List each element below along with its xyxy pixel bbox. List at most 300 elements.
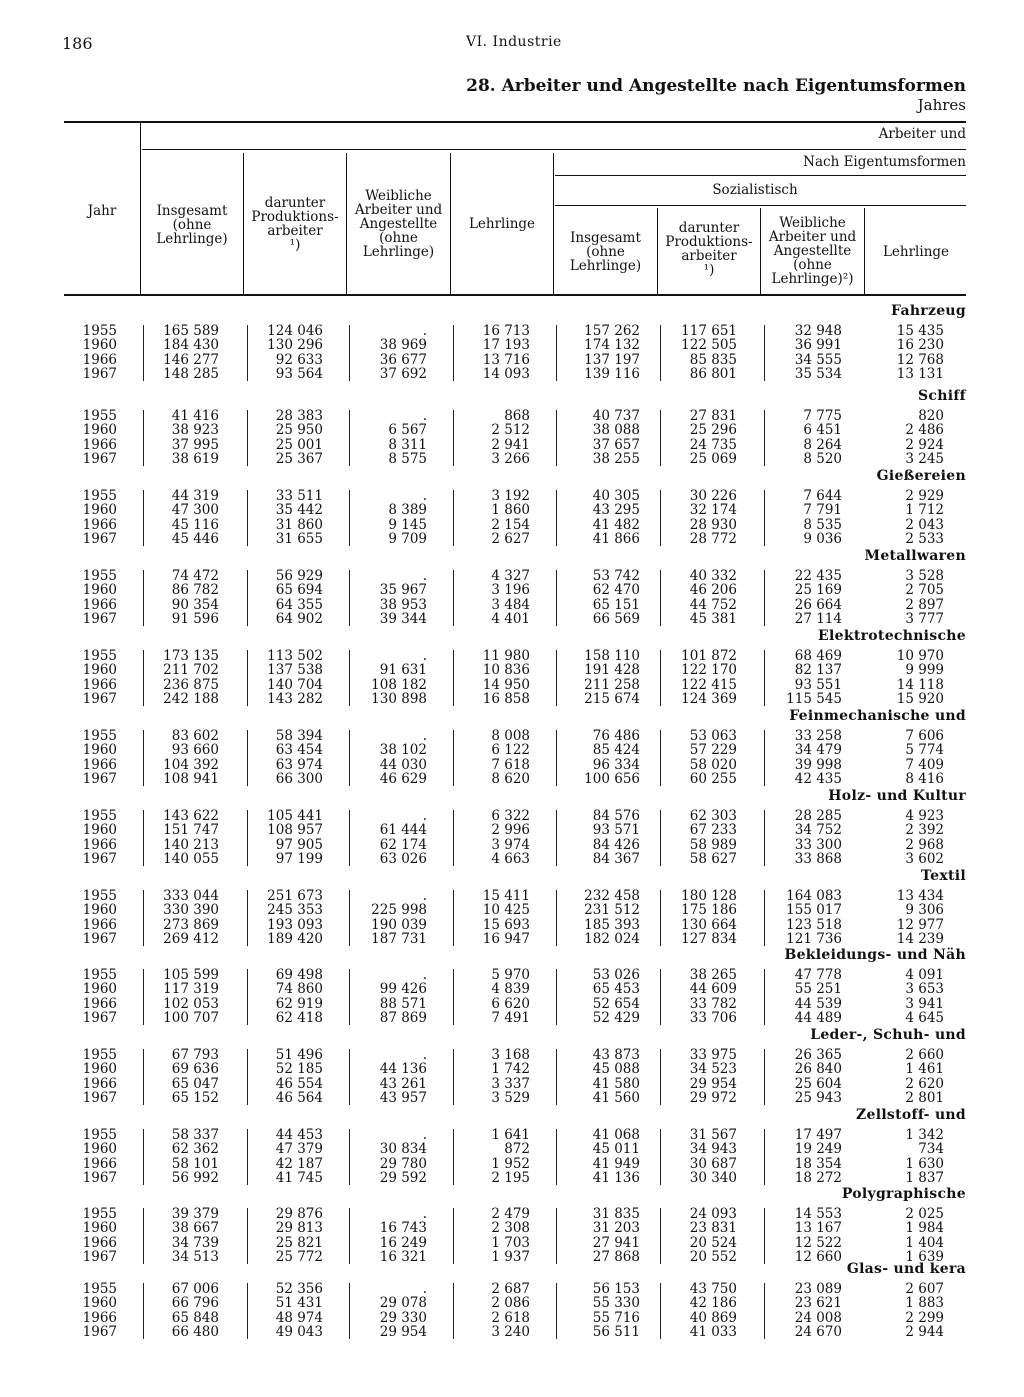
table-cell: 1 404 (905, 1234, 944, 1251)
column-guide (349, 810, 350, 866)
table-cell: 26 365 (794, 1047, 842, 1063)
table-cell: 29 954 (689, 1075, 737, 1092)
table-cell: 58 627 (689, 851, 737, 868)
table-cell: 2 154 (491, 516, 530, 533)
table-cell: 23 831 (689, 1220, 737, 1237)
column-guide (556, 325, 557, 381)
table-cell: 22 435 (794, 568, 842, 584)
table-cell: 56 929 (275, 568, 323, 584)
column-guide (453, 730, 454, 786)
column-guide (247, 890, 248, 946)
row-year: 1955 (82, 488, 117, 504)
table-cell: 38 923 (171, 422, 219, 439)
table-cell: 104 392 (163, 756, 219, 773)
row-year: 1955 (82, 648, 117, 664)
table-cell: 33 868 (794, 851, 842, 868)
table-cell: 122 505 (681, 337, 737, 354)
row-year: 1966 (82, 516, 117, 533)
page-number: 186 (62, 34, 93, 53)
column-guide (247, 730, 248, 786)
table-cell: 64 902 (275, 611, 323, 628)
row-year: 1967 (82, 691, 117, 708)
table-cell: 56 511 (592, 1324, 640, 1341)
table-cell: 122 415 (681, 676, 737, 693)
table-cell: 43 957 (379, 1090, 427, 1107)
table-cell: 67 233 (689, 822, 737, 839)
header-col-lehrlinge: Lehrlinge (468, 216, 536, 232)
table-cell: 62 303 (689, 808, 737, 824)
header-col-divider (657, 208, 658, 295)
table-cell: 51 431 (275, 1295, 323, 1312)
table-cell: 4 327 (491, 568, 530, 584)
table-cell: 2 944 (905, 1324, 944, 1341)
column-guide (349, 1283, 350, 1339)
table-cell: 4 839 (491, 981, 530, 998)
table-cell: 86 801 (689, 366, 737, 383)
table-cell: 53 026 (592, 967, 640, 983)
table-cell: 65 151 (592, 596, 640, 613)
table-cell: 44 489 (794, 1010, 842, 1027)
table-cell: 35 442 (275, 502, 323, 519)
table-cell: 97 905 (275, 836, 323, 853)
column-guide (453, 325, 454, 381)
header-col-divider (243, 153, 244, 295)
row-year: 1960 (82, 662, 117, 679)
column-guide (143, 490, 144, 546)
table-cell: 39 344 (379, 611, 427, 628)
column-guide (764, 1049, 765, 1105)
table-cell: 16 858 (482, 691, 530, 708)
table-cell: 16 249 (379, 1234, 427, 1251)
row-year: 1967 (82, 611, 117, 628)
table-cell: 29 972 (689, 1090, 737, 1107)
table-cell: 66 569 (592, 611, 640, 628)
table-cell: 28 772 (689, 531, 737, 548)
table-cell: 130 898 (371, 691, 427, 708)
table-cell: 3 974 (491, 836, 530, 853)
table-cell: 62 362 (171, 1141, 219, 1158)
table-cell: 3 240 (491, 1324, 530, 1341)
table-cell: 102 053 (163, 995, 219, 1012)
row-year: 1955 (82, 967, 117, 983)
header-col-soz-weibliche: Weibliche Arbeiter und Angestellte (ohne Lehrlinge)²) (768, 215, 857, 287)
table-cell: 41 560 (592, 1090, 640, 1107)
table-cell: 96 334 (592, 756, 640, 773)
table-cell: 84 576 (592, 808, 640, 824)
table-cell: 90 354 (171, 596, 219, 613)
table-cell: 7 644 (803, 488, 842, 504)
row-year: 1955 (82, 1206, 117, 1222)
table-cell: 2 512 (491, 422, 530, 439)
column-guide (764, 410, 765, 466)
table-cell: 33 975 (689, 1047, 737, 1063)
table-cell: 143 622 (163, 808, 219, 824)
row-year: 1967 (82, 1249, 117, 1266)
table-cell: 4 923 (905, 808, 944, 824)
row-year: 1967 (82, 1170, 117, 1187)
table-cell: 26 840 (794, 1061, 842, 1078)
table-cell: 23 621 (794, 1295, 842, 1312)
table-cell: 7 491 (491, 1010, 530, 1027)
header-col-divider (760, 208, 761, 295)
section-title: Metallwaren (864, 548, 966, 564)
table-cell: 63 974 (275, 756, 323, 773)
table-cell: 42 186 (689, 1295, 737, 1312)
table-cell: 3 484 (491, 596, 530, 613)
table-cell: 38 255 (592, 451, 640, 468)
table-cell: 211 258 (584, 676, 640, 693)
section-title: Gießereien (876, 468, 966, 484)
table-cell: 1 883 (905, 1295, 944, 1312)
column-guide (660, 810, 661, 866)
table-cell: 8 535 (803, 516, 842, 533)
table-cell: 15 411 (482, 888, 530, 904)
table-cell: 184 430 (163, 337, 219, 354)
table-cell: 25 950 (275, 422, 323, 439)
table-cell: 35 967 (379, 582, 427, 599)
table-cell: 330 390 (163, 902, 219, 919)
column-guide (453, 1208, 454, 1264)
table-cell: 42 435 (794, 771, 842, 788)
table-cell: 44 752 (689, 596, 737, 613)
table-cell: 46 564 (275, 1090, 323, 1107)
column-guide (143, 1049, 144, 1105)
table-cell: 33 782 (689, 995, 737, 1012)
table-cell: 2 627 (491, 531, 530, 548)
table-cell: 93 571 (592, 822, 640, 839)
header-col-divider (450, 153, 451, 295)
table-cell: 30 687 (689, 1155, 737, 1172)
table-cell: 38 969 (379, 337, 427, 354)
table-cell: 3 337 (491, 1075, 530, 1092)
column-guide (349, 969, 350, 1025)
table-cell: 6 620 (491, 995, 530, 1012)
table-cell: 143 282 (267, 691, 323, 708)
table-cell: 2 479 (491, 1206, 530, 1222)
column-guide (143, 650, 144, 706)
row-year: 1967 (82, 1010, 117, 1027)
table-cell: 193 093 (267, 916, 323, 933)
table-cell: 20 552 (689, 1249, 737, 1266)
table-cell: 34 523 (689, 1061, 737, 1078)
table-cell: 45 446 (171, 531, 219, 548)
table-cell: 55 330 (592, 1295, 640, 1312)
table-cell: 215 674 (584, 691, 640, 708)
column-guide (556, 490, 557, 546)
table-cell: 8 389 (388, 502, 427, 519)
table-cell: 130 296 (267, 337, 323, 354)
table-cell: 38 667 (171, 1220, 219, 1237)
table-cell: 140 055 (163, 851, 219, 868)
table-cell: 27 941 (592, 1234, 640, 1251)
column-guide (764, 490, 765, 546)
table-cell: . (422, 888, 427, 904)
table-cell: 127 834 (681, 931, 737, 948)
table-cell: 2 660 (905, 1047, 944, 1063)
header-group-top: Arbeiter und (878, 126, 966, 142)
table-cell: 211 702 (163, 662, 219, 679)
row-year: 1960 (82, 422, 117, 439)
table-cell: 41 416 (171, 408, 219, 424)
table-cell: 734 (918, 1141, 944, 1158)
table-cell: 2 941 (491, 436, 530, 453)
table-cell: 2 801 (905, 1090, 944, 1107)
table-cell: 10 836 (482, 662, 530, 679)
table-cell: 33 258 (794, 728, 842, 744)
table-cell: 52 654 (592, 995, 640, 1012)
column-guide (453, 650, 454, 706)
column-guide (764, 650, 765, 706)
table-cell: 65 848 (171, 1309, 219, 1326)
table-cell: 122 170 (681, 662, 737, 679)
table-cell: 46 629 (379, 771, 427, 788)
column-guide (556, 969, 557, 1025)
table-cell: 6 322 (491, 808, 530, 824)
table-cell: 245 353 (267, 902, 323, 919)
table-cell: 43 750 (689, 1281, 737, 1297)
table-cell: 93 551 (794, 676, 842, 693)
table-cell: 64 355 (275, 596, 323, 613)
table-cell: 18 272 (794, 1170, 842, 1187)
table-cell: 86 782 (171, 582, 219, 599)
table-cell: 30 226 (689, 488, 737, 504)
table-cell: 3 266 (491, 451, 530, 468)
table-cell: 3 602 (905, 851, 944, 868)
table-cell: 52 429 (592, 1010, 640, 1027)
table-cell: 2 897 (905, 596, 944, 613)
table-cell: 85 424 (592, 742, 640, 759)
table-cell: 139 116 (584, 366, 640, 383)
table-cell: 14 239 (896, 931, 944, 948)
table-cell: 29 876 (275, 1206, 323, 1222)
row-year: 1966 (82, 1075, 117, 1092)
column-guide (453, 969, 454, 1025)
section-title: Glas- und kera (846, 1261, 966, 1277)
table-cell: 108 941 (163, 771, 219, 788)
column-guide (660, 1129, 661, 1185)
table-cell: 1 703 (491, 1234, 530, 1251)
table-cell: 46 206 (689, 582, 737, 599)
table-cell: 157 262 (584, 323, 640, 339)
table-cell: 69 498 (275, 967, 323, 983)
table-cell: 63 454 (275, 742, 323, 759)
table-cell: 40 737 (592, 408, 640, 424)
table-cell: 36 991 (794, 337, 842, 354)
table-cell: 25 604 (794, 1075, 842, 1092)
table-cell: 67 793 (171, 1047, 219, 1063)
row-year: 1960 (82, 822, 117, 839)
table-cell: 27 868 (592, 1249, 640, 1266)
column-guide (349, 1129, 350, 1185)
table-cell: . (422, 1127, 427, 1143)
table-cell: 1 630 (905, 1155, 944, 1172)
column-guide (349, 730, 350, 786)
table-cell: 2 392 (905, 822, 944, 839)
table-cell: 1 937 (491, 1249, 530, 1266)
column-guide (349, 1208, 350, 1264)
table-cell: . (422, 808, 427, 824)
table-cell: . (422, 1047, 427, 1063)
table-cell: 12 522 (794, 1234, 842, 1251)
table-cell: 1 641 (491, 1127, 530, 1143)
row-year: 1967 (82, 1090, 117, 1107)
table-cell: 16 947 (482, 931, 530, 948)
table-cell: 1 342 (905, 1127, 944, 1143)
table-cell: 16 230 (896, 337, 944, 354)
header-rule-eigentum (142, 149, 966, 150)
table-cell: 62 470 (592, 582, 640, 599)
row-year: 1955 (82, 888, 117, 904)
table-cell: 13 716 (482, 351, 530, 368)
table-cell: 35 534 (794, 366, 842, 383)
row-year: 1955 (82, 568, 117, 584)
table-cell: 29 592 (379, 1170, 427, 1187)
column-guide (660, 410, 661, 466)
table-cell: . (422, 967, 427, 983)
column-guide (143, 1283, 144, 1339)
table-cell: 74 860 (275, 981, 323, 998)
table-cell: 69 636 (171, 1061, 219, 1078)
table-cell: 2 607 (905, 1281, 944, 1297)
row-year: 1966 (82, 756, 117, 773)
table-cell: 108 182 (371, 676, 427, 693)
table-cell: 38 265 (689, 967, 737, 983)
table-cell: 3 168 (491, 1047, 530, 1063)
column-guide (556, 1129, 557, 1185)
table-cell: 14 118 (896, 676, 944, 693)
column-guide (660, 570, 661, 626)
column-guide (247, 1208, 248, 1264)
table-cell: 25 069 (689, 451, 737, 468)
table-cell: 34 555 (794, 351, 842, 368)
table-cell: 93 564 (275, 366, 323, 383)
column-guide (247, 570, 248, 626)
column-guide (660, 1208, 661, 1264)
table-cell: 9 999 (905, 662, 944, 679)
row-year: 1966 (82, 596, 117, 613)
table-cell: 16 743 (379, 1220, 427, 1237)
column-guide (453, 490, 454, 546)
table-cell: 33 511 (275, 488, 323, 504)
column-guide (349, 650, 350, 706)
table-cell: 20 524 (689, 1234, 737, 1251)
table-subtitle: Jahres (917, 96, 966, 114)
table-cell: 45 088 (592, 1061, 640, 1078)
table-cell: 2 929 (905, 488, 944, 504)
column-guide (247, 410, 248, 466)
table-cell: 31 835 (592, 1206, 640, 1222)
header-col-divider (140, 123, 141, 295)
table-cell: 8 520 (803, 451, 842, 468)
table-cell: 13 434 (896, 888, 944, 904)
table-cell: 7 409 (905, 756, 944, 773)
section-title: Leder-, Schuh- und (810, 1027, 966, 1043)
row-year: 1966 (82, 995, 117, 1012)
column-guide (247, 325, 248, 381)
section-title: Holz- und Kultur (828, 788, 966, 804)
table-cell: 1 860 (491, 502, 530, 519)
header-col-insgesamt: Insgesamt (ohne Lehrlinge) (156, 203, 228, 247)
table-cell: . (422, 728, 427, 744)
table-cell: 6 122 (491, 742, 530, 759)
table-cell: 155 017 (786, 902, 842, 919)
table-cell: 40 869 (689, 1309, 737, 1326)
column-guide (349, 570, 350, 626)
table-cell: 3 941 (905, 995, 944, 1012)
table-cell: 38 102 (379, 742, 427, 759)
table-cell: 7 606 (905, 728, 944, 744)
table-cell: 17 193 (482, 337, 530, 354)
table-cell: 2 620 (905, 1075, 944, 1092)
table-cell: 37 657 (592, 436, 640, 453)
header-bottom-rule (64, 294, 966, 296)
row-year: 1966 (82, 1309, 117, 1326)
table-cell: 9 709 (388, 531, 427, 548)
table-cell: 1 461 (905, 1061, 944, 1078)
column-guide (556, 410, 557, 466)
row-year: 1960 (82, 742, 117, 759)
table-cell: 13 131 (896, 366, 944, 383)
table-cell: 108 957 (267, 822, 323, 839)
row-year: 1967 (82, 931, 117, 948)
column-guide (764, 730, 765, 786)
column-guide (556, 650, 557, 706)
table-cell: 185 393 (584, 916, 640, 933)
column-guide (247, 490, 248, 546)
table-cell: 2 968 (905, 836, 944, 853)
table-cell: 34 513 (171, 1249, 219, 1266)
table-cell: 41 745 (275, 1170, 323, 1187)
row-year: 1967 (82, 851, 117, 868)
table-cell: 66 796 (171, 1295, 219, 1312)
row-year: 1960 (82, 981, 117, 998)
row-year: 1955 (82, 728, 117, 744)
column-guide (349, 490, 350, 546)
row-year: 1966 (82, 1155, 117, 1172)
row-year: 1967 (82, 1324, 117, 1341)
table-cell: 165 589 (163, 323, 219, 339)
table-cell: 140 213 (163, 836, 219, 853)
table-cell: 8 416 (905, 771, 944, 788)
column-guide (660, 730, 661, 786)
table-cell: 175 186 (681, 902, 737, 919)
table-cell: 130 664 (681, 916, 737, 933)
table-cell: . (422, 1281, 427, 1297)
table-cell: 85 835 (689, 351, 737, 368)
table-cell: 123 518 (786, 916, 842, 933)
row-year: 1955 (82, 1281, 117, 1297)
table-cell: . (422, 1206, 427, 1222)
table-cell: 14 950 (482, 676, 530, 693)
column-guide (143, 410, 144, 466)
row-year: 1960 (82, 902, 117, 919)
table-cell: 231 512 (584, 902, 640, 919)
table-cell: 93 660 (171, 742, 219, 759)
table-cell: 40 332 (689, 568, 737, 584)
table-cell: 34 479 (794, 742, 842, 759)
table-cell: . (422, 648, 427, 664)
table-cell: 44 136 (379, 1061, 427, 1078)
table-cell: 31 203 (592, 1220, 640, 1237)
column-guide (143, 1208, 144, 1264)
table-cell: 5 774 (905, 742, 944, 759)
table-cell: 820 (918, 408, 944, 424)
table-cell: 2 705 (905, 582, 944, 599)
table-cell: 62 418 (275, 1010, 323, 1027)
table-cell: 66 300 (275, 771, 323, 788)
column-guide (764, 890, 765, 946)
table-cell: 37 995 (171, 436, 219, 453)
